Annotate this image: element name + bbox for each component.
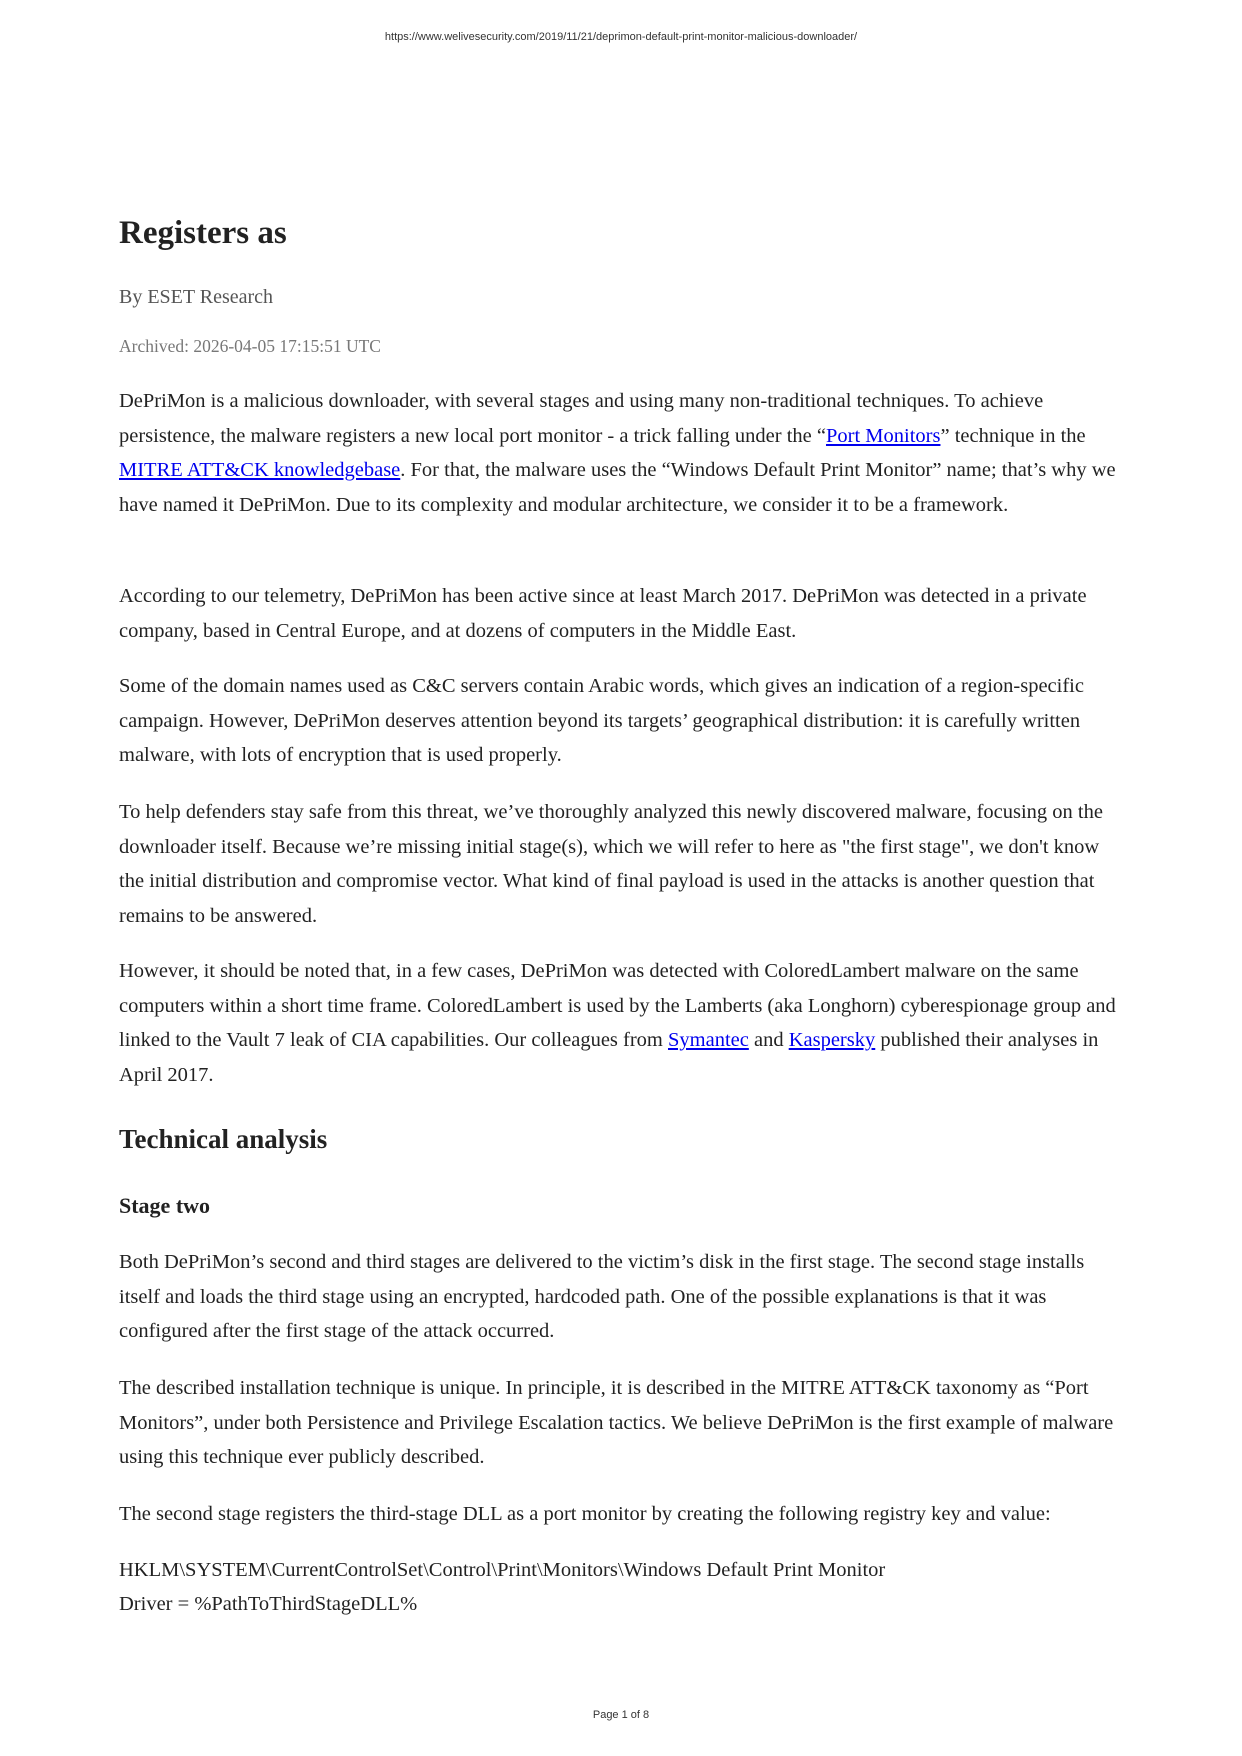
paragraph-installation: The described installation technique is unique. In principle, it is described in the MITRE ATT&CK taxonomy as “Port Monitors”, under both Persistence and Privilege Escalation tactics. We believe DePriMon is the first example of malware using this technique ever publicly described.	[119, 1377, 1114, 1468]
paragraph-defenders: To help defenders stay safe from this threat, we’ve thoroughly analyzed this newly discovered malware, focusing on the downloader itself. Because we’re missing initial stage(s), which we will refer to here as "the first stage", we don't know the initial distribution and compromise vector. What kind of final payload is used in the attacks is another question that remains to be answered.	[119, 801, 1103, 927]
text: . For that, the malware uses the “Windows Default Print Monitor” name; that’s why we have named it DePriMon. Due to its complexity and modular architecture, we consider it to be a framework.	[119, 459, 1116, 516]
byline: By ESET Research	[119, 286, 274, 308]
paragraph-coloredlambert	[119, 954, 1129, 1092]
text: published their analyses in April 2017.	[119, 1029, 1099, 1086]
registry-key: HKLM\SYSTEM\CurrentControlSet\Control\Print\Monitors\Windows Default Print Monitor	[119, 1559, 886, 1581]
source-url: https://www.welivesecurity.com/2019/11/21/deprimon-default-print-monitor-malicious-downloader/	[384, 31, 858, 43]
paragraph-intro	[119, 384, 1129, 522]
link-symantec[interactable]: Symantec	[668, 1029, 749, 1051]
text: However, it should be noted that, in a few cases, DePriMon was detected with ColoredLambert malware on the same computers within a short time frame. ColoredLambert is used by the Lamberts (aka Longhorn) cyberespionage group and linked to the Vault 7 leak of CIA capabilities. Our colleagues from	[119, 960, 1116, 1051]
text: DePriMon is a malicious downloader, with several stages and using many non-traditional techniques. To achieve persistence, the malware registers a new local port monitor - a trick falling under the “	[119, 390, 1044, 447]
subsection-heading-stage-two: Stage two	[119, 1193, 211, 1218]
paragraph-stage-two: Both DePriMon’s second and third stages are delivered to the victim’s disk in the first stage. The second stage installs itself and loads the third stage using an encrypted, hardcoded path. One of the possible explanations is that it was configured after the first stage of the attack occurred.	[119, 1251, 1085, 1342]
text: ” technique in the	[940, 424, 1086, 447]
link-kaspersky[interactable]: Kaspersky	[788, 1029, 876, 1051]
link-port-monitors[interactable]: Port Monitors	[825, 424, 941, 447]
page-number: Page 1 of 8	[592, 1709, 650, 1721]
paragraph-registry-intro: The second stage registers the third-stage DLL as a port monitor by creating the following registry key and value:	[119, 1503, 1051, 1525]
paragraph-domains: Some of the domain names used as C&C servers contain Arabic words, which gives an indication of a region-specific campaign. However, DePriMon deserves attention beyond its targets’ geographical distribution: it is carefully written malware, with lots of encryption that is used properly.	[119, 675, 1084, 766]
text: and	[748, 1029, 789, 1051]
section-heading-technical-analysis: Technical analysis	[119, 1124, 328, 1154]
link-mitre-attack[interactable]: MITRE ATT&CK knowledgebase	[119, 459, 401, 481]
registry-value: Driver = %PathToThirdStageDLL%	[119, 1593, 418, 1615]
paragraph-telemetry: According to our telemetry, DePriMon has been active since at least March 2017. DePriMon was detected in a private company, based in Central Europe, and at dozens of computers in the Middle East.	[119, 585, 1087, 642]
archived-timestamp: Archived: 2026-04-05 17:15:51 UTC	[119, 336, 381, 356]
page-title: Registers as	[119, 215, 287, 251]
